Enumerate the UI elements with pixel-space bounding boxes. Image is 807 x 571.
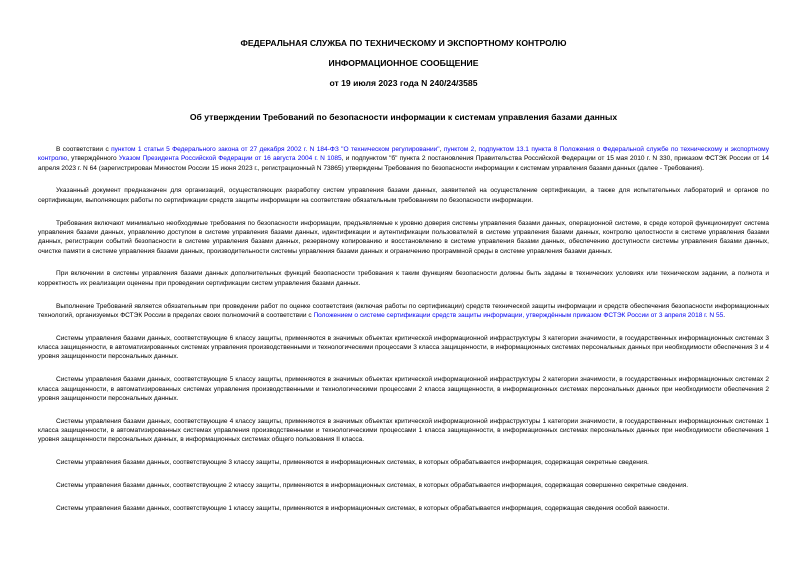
paragraph-class-5: Системы управления базами данных, соответствующие 5 классу защиты, применяются в значимых объектах критической информационной инфраструктуры 2 категории значимости, в государственных информационных системах 2 класса защищенности, в автоматизированных системах управления производственными и технологическими процессами 2 класса защищенности, в информационных системах персональных данных при необходимости обеспечения 2 уровня защищенности персональных данных. xyxy=(38,376,769,402)
text-run: В соответствии с xyxy=(56,146,112,153)
text-run: . xyxy=(723,311,726,319)
paragraph-audience: Указанный документ предназначен для организаций, осуществляющих разработку систем управления базами данных, заявителей на осуществление сертификации, а также для испытательных лабораторий и органов по сертификации, выполняющих работы по сертификации средств защиты информации на соответствие обязательным требованиям по безопасности информации. xyxy=(38,187,769,204)
paragraph-class-4: Системы управления базами данных, соответствующие 4 классу защиты, применяются в значимых объектах критической информационной инфраструктуры 1 категории значимости, в государственных информационных системах 1 класса защищенности, в автоматизированных системах управления производственными и технологическими процессами 1 класса защищенности, в информационных системах персональных данных при необходимости обеспечения 1 уровня защищенности персональных данных, в информационных системах общего пользования II класса. xyxy=(38,417,769,444)
link-presidential-decree[interactable]: Указом Президента Российской Федерации от 16 августа 2004 г. N 1085 xyxy=(118,155,342,163)
paragraph-additional-functions: При включении в системы управления базами данных дополнительных функций безопасности требования к таким функциям безопасности должны быть заданы в технических условиях или техническом задании, а полнота и корректность их реализации оценены при проведении сертификации систем управления базами данных. xyxy=(38,270,769,287)
paragraph-mandatory xyxy=(38,302,769,321)
document-type: ИНФОРМАЦИОННОЕ СООБЩЕНИЕ xyxy=(328,58,479,68)
document-subject: Об утверждении Требований по безопасности информации к системам управления базами данных xyxy=(189,112,618,122)
paragraph-class-3: Системы управления базами данных, соответствующие 3 классу защиты, применяются в информационных системах, в которых обрабатывается информация, содержащая секретные сведения. xyxy=(56,459,649,467)
link-point-2[interactable]: пунктом 2 xyxy=(443,146,475,153)
agency-title: ФЕДЕРАЛЬНАЯ СЛУЖБА ПО ТЕХНИЧЕСКОМУ И ЭКСПОРТНОМУ КОНТРОЛЮ xyxy=(240,38,567,48)
link-fstec-regulation[interactable]: подпунктом 13.1 пункта 8 Положения о Федеральной службе по техническому и экспортному контролю xyxy=(38,146,770,163)
text-run: , и подпунктом "б" пункта 2 постановления Правительства Российской Федерации от 15 мая 2010 г. N 330, приказом ФСТЭК России от 14 апреля 2023 г. N 64 (зарегистрирован Минюстом России 15 июня 2023 г., регистрационный N 73865) утверждены Требования по безопасности информации к системам управления базами данных (далее - Требования). xyxy=(38,155,769,172)
link-law-184fz[interactable]: пунктом 1 статьи 5 Федерального закона от 27 декабря 2002 г. N 184-ФЗ "О техническом регулировании" xyxy=(111,146,440,153)
text-run: , xyxy=(439,146,444,153)
paragraph-class-1: Системы управления базами данных, соответствующие 1 классу защиты, применяются в информационных системах, в которых обрабатывается информация, содержащая сведения особой важности. xyxy=(56,505,670,513)
document-body xyxy=(38,145,769,513)
link-certification-regulation[interactable]: Положением о системе сертификации средств защиты информации, утверждённым приказом ФСТЭК России от 3 апреля 2018 г. N 55 xyxy=(313,311,724,319)
paragraph-legal-basis xyxy=(38,145,769,173)
text-run: Выполнение Требований является обязательным при проведении работ по оценке соответствия (включая работы по сертификации) средств технической защиты информации и средств обеспечения безопасности информационных технологий, организуемых ФСТЭК России в пределах своих полномочий в соответствии с xyxy=(38,302,769,319)
text-run: , утверждённого xyxy=(67,155,119,163)
paragraph-class-2: Системы управления базами данных, соответствующие 2 классу защиты, применяются в информационных системах, в которых обрабатывается информация, содержащая совершенно секретные сведения. xyxy=(56,482,689,490)
text-run: , xyxy=(474,146,479,153)
document-date-number: от 19 июля 2023 года N 240/24/3585 xyxy=(329,78,478,88)
paragraph-class-6: Системы управления базами данных, соответствующие 6 классу защиты, применяются в значимых объектах критической информационной инфраструктуры 3 категории значимости, в государственных информационных системах 3 класса защищенности, в автоматизированных системах управления производственными и технологическими процессами 3 класса защищенности, в информационных системах персональных данных при необходимости обеспечения 3 и 4 уровня защищенности персональных данных. xyxy=(38,334,769,361)
paragraph-requirements-scope: Требования включают минимально необходимые требования по безопасности информации, предъявляемые к уровню доверия системы управления базами данных, операционной системе, в среде которой функционирует система управления базами данных, управлению доступом в системе управления базами данных, идентификации и аутентификации пользователей в системе управления базами данных, контролю целостности в системе управления базами данных, регистрации событий безопасности в системе управления базами данных, резервному копированию и восстановлению в системе управления базами данных, обеспечению доступности системы управления базами данных, очистке памяти в системе управления базами данных, производительности системы управления базами данных и ограничению программной среды в системе управления базами данных. xyxy=(38,219,769,255)
